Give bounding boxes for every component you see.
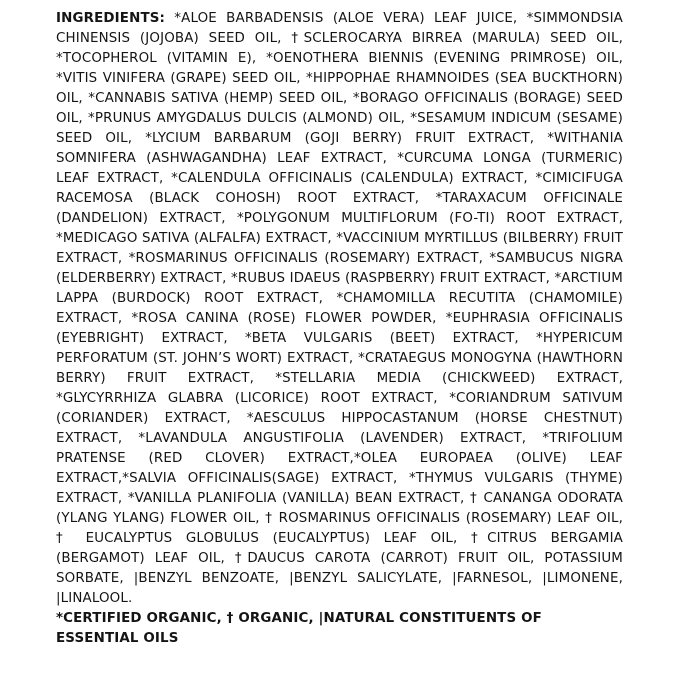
ingredients-list: *ALOE BARBADENSIS (ALOE VERA) LEAF JUICE, *SIMMONDSIA CHINENSIS (JOJOBA) SEED OIL, †SCLEROCARYA BIRREA (MARULA) SEED OIL, *TOCOPHEROL (VITAMIN E), *OENOTHERA BIENNIS (EVENING PRIMROSE) OIL, *VITIS VINIFERA (GRAPE) SEED OIL, *HIPPOPHAE RHAMNOIDES (SEA BUCKTHORN) OIL, *CANNABIS SATIVA (HEMP) SEED OIL, *BORAGO OFFICINALIS (BORAGE) SEED OIL, *PRUNUS AMYGDALUS DULCIS (ALMOND) OIL, *SESAMUM INDICUM (SESAME) SEED OIL, *LYCIUM BARBARUM (GOJI BERRY) FRUIT EXTRACT, *WITHANIA SOMNIFERA (ASHWAGANDHA) LEAF EXTRACT, *CURCUMA LONGA (TURMERIC) LEAF EXTRACT, *CALENDULA OFFICINALIS (CALENDULA) EXTRACT, *CIMICIFUGA RACEMOSA (BLACK COHOSH) ROOT EXTRACT, *TARAXACUM OFFICINALE (DANDELION) EXTRACT, *POLYGONUM MULTIFLORUM (FO-TI) ROOT EXTRACT, *MEDICAGO SATIVA (ALFALFA) EXTRACT, *VACCINIUM MYRTILLUS (BILBERRY) FRUIT EXTRACT, *ROSMARINUS OFFICINALIS (ROSEMARY) EXTRACT, *SAMBUCUS NIGRA (ELDERBERRY) EXTRACT, *RUBUS IDAEUS (RASPBERRY) FRUIT EXTRACT, *ARCTIUM LAPPA (BURDOCK) ROOT EXTRACT, *CHAMOMILLA RECUTITA (CHAMOMILE) EXTRACT, *ROSA CANINA (ROSE) FLOWER POWDER, *EUPHRASIA OFFICINALIS (EYEBRIGHT) EXTRACT, *BETA VULGARIS (BEET) EXTRACT, *HYPERICUM PERFORATUM (ST. JOHN’S WORT) EXTRACT, *CRATAEGUS MONOGYNA (HAWTHORN BERRY) FRUIT EXTRACT, *STELLARIA MEDIA (CHICKWEED) EXTRACT, *GLYCYRRHIZA GLABRA (LICORICE) ROOT EXTRACT, *CORIANDRUM SATIVUM (CORIANDER) EXTRACT, *AESCULUS HIPPOCASTANUM (HORSE CHESTNUT) EXTRACT, *LAVANDULA ANGUSTIFOLIA (LAVENDER) EXTRACT, *TRIFOLIUM PRATENSE (RED CLOVER) EXTRACT,*OLEA EUROPAEA (OLIVE) LEAF EXTRACT,*SALVIA OFFICINALIS(SAGE) EXTRACT, *THYMUS VULGARIS (THYME) EXTRACT, *VANILLA PLANIFOLIA (VANILLA) BEAN EXTRACT, † CANANGA ODORATA (YLANG YLANG) FLOWER OIL, † ROSMARINUS OFFICINALIS (ROSEMARY) LEAF OIL, † EUCALYPTUS GLOBULUS (EUCALYPTUS) LEAF OIL, †CITRUS BERGAMIA (BERGAMOT) LEAF OIL, †DAUCUS CAROTA (CARROT) FRUIT OIL, POTASSIUM SORBATE, |BENZYL BENZOATE, |BENZYL SALICYLATE, |FARNESOL, |LIMONENE, |LINALOOL.	[56, 11, 623, 606]
certification-footnote: *CERTIFIED ORGANIC, † ORGANIC, |NATURAL CONSTITUENTS OF ESSENTIAL OILS	[56, 611, 542, 646]
ingredients-paragraph	[56, 9, 623, 609]
ingredients-heading: INGREDIENTS:	[56, 11, 166, 26]
